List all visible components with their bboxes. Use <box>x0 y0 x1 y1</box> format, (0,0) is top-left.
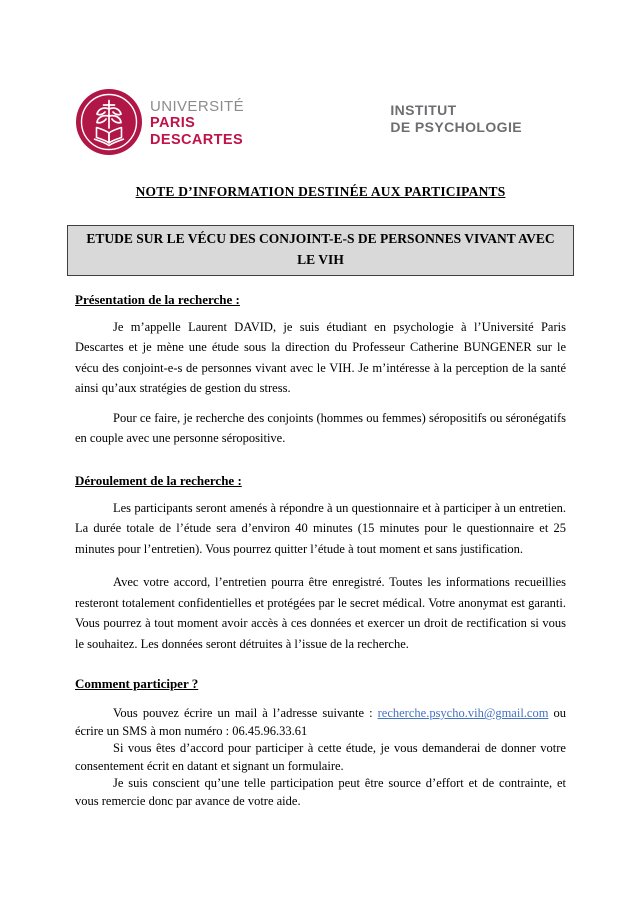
logo-university-label: UNIVERSITÉ <box>150 97 245 115</box>
email-link[interactable]: recherche.psycho.vih@gmail.com <box>377 706 549 721</box>
institute-line1: INSTITUT <box>390 102 457 118</box>
section-heading-deroulement: Déroulement de la recherche : <box>75 472 242 488</box>
study-title-box <box>67 225 574 276</box>
institute-line2: DE PSYCHOLOGIE <box>390 119 522 135</box>
contact-text-before: Vous pouvez écrire un mail à l’adresse suivante : <box>113 706 378 721</box>
paragraph: Avec votre accord, l’entretien pourra être enregistré. Toutes les informations recueillies resteront totalement confidentielles et protégées par le secret médical. Votre anonymat est garanti. Vous pourrez à tout moment avoir accès à ces données et exercer un droit de rectification si vous le souhaitez. Les données seront détruites à l’issue de la recherche. <box>75 575 566 651</box>
paragraph: Pour ce faire, je recherche des conjoints (hommes ou femmes) séropositifs ou séronégatifs en couple avec une personne séropositive. <box>75 410 566 446</box>
paragraph: Je suis conscient qu’une telle participation peut être source d’effort et de contrainte, et vous remercie donc par avance de votre aide. <box>75 776 566 808</box>
header <box>75 88 566 156</box>
university-logo <box>75 88 244 156</box>
university-wordmark <box>150 96 244 149</box>
section-presentation <box>75 292 566 449</box>
paragraph: Si vous êtes d’accord pour participer à cette étude, je vous demanderai de donner votre consentement écrit en datant et signant un formulaire. <box>75 741 566 773</box>
contact-text-after: ou écrire un SMS à mon numéro : 06.45.96.33.61 <box>75 706 567 738</box>
contact-paragraph <box>75 705 566 740</box>
section-comment-participer <box>75 676 566 810</box>
institute-wordmark <box>390 102 522 136</box>
study-title: ETUDE SUR LE VÉCU DES CONJOINT-E-S DE PERSONNES VIVANT AVEC LE VIH <box>86 231 555 267</box>
university-seal-icon <box>75 88 143 156</box>
section-heading-participer: Comment participer ? <box>75 676 199 692</box>
section-deroulement <box>75 473 566 655</box>
logo-name-paris: PARIS <box>150 114 196 131</box>
section-heading-presentation: Présentation de la recherche : <box>75 291 240 307</box>
paragraph: Les participants seront amenés à répondre à un questionnaire et à participer à un entretien. La durée totale de l’étude sera d’environ 40 minutes (15 minutes pour le questionnaire et 25 minutes pour l’entretien). Vous pourrez quitter l’étude à tout moment et sans justification. <box>75 500 566 556</box>
paragraph: Je m’appelle Laurent DAVID, je suis étudiant en psychologie à l’Université Paris Descartes et je mène une étude sous la direction du Professeur Catherine BUNGENER sur le vécu des conjoint-e-s de personnes vivant avec le VIH. Je m’intéresse à la perception de la santé ainsi qu’aux stratégies de gestion du stress. <box>75 319 566 396</box>
logo-name-descartes: DESCARTES <box>150 131 244 148</box>
document-title: NOTE D’INFORMATION DESTINÉE AUX PARTICIPANTS <box>135 184 506 199</box>
